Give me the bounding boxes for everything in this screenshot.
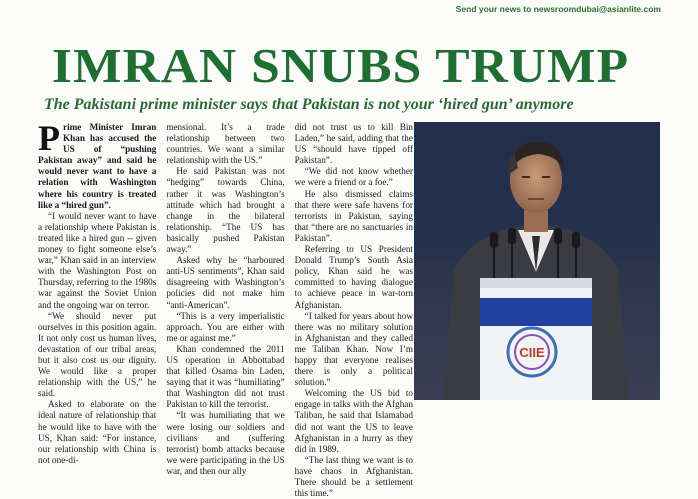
paragraph: “I would never want to have a relationship where Pakistan is treated like a hired gun -- given money to fight someone else’s war,” Khan said in an interview with the Washington Post on Thursday, referring to the 1980s war against the Soviet Union and the ongoing war on terror. bbox=[38, 210, 157, 310]
article-column-1 bbox=[38, 118, 157, 465]
contact-line: Send your news to newsroomdubai@asianlite.com bbox=[455, 4, 661, 14]
article-column-2 bbox=[166, 122, 285, 476]
subheadline: The Pakistani prime minister says that Pakistan is not your ‘hired gun’ anymore bbox=[44, 96, 574, 113]
paragraph: Welcoming the US bid to engage in talks with the Afghan Taliban, he said that Islamabad did not want the US to leave Afghanistan in a hurry as they did in 1989. bbox=[294, 388, 413, 454]
article-column-3 bbox=[294, 122, 413, 499]
paragraph: “The last thing we want is to have chaos in Afghanistan. There should be a settlement this time.” bbox=[294, 454, 413, 499]
article-body bbox=[38, 118, 413, 499]
paragraph: Asked to elaborate on the ideal nature of relationship that he would like to have with the US, Khan said: “For instance, our relationship with China is not one-di- bbox=[38, 399, 157, 465]
paragraph: “It was humiliating that we were losing our soldiers and civilians and (suffering terrorist) bomb attacks because we were participating in the US war, and then our ally bbox=[166, 410, 285, 476]
paragraph: Referring to US President Donald Trump’s South Asia policy, Khan said he was committed to having dialogue to achieve peace in war-torn Afghanistan. bbox=[294, 244, 413, 310]
paragraph: mensional. It’s a trade relationship between two countries. We want a similar relationship with the US.” bbox=[166, 122, 285, 166]
news-photo bbox=[414, 122, 660, 400]
paragraph: “We did not know whether we were a friend or a foe.” bbox=[294, 166, 413, 188]
paragraph: “We should never put ourselves in this position again. It not only cost us human lives, devastation of our tribal areas, but it also cost us our dignity. We would like a proper relationship with the US,” he said. bbox=[38, 310, 157, 399]
paragraph: He also dismissed claims that there were safe havens for terrorists in Pakistan, saying that “there are no sanctuaries in Pakistan”. bbox=[294, 188, 413, 243]
paragraph: Asked why he “harboured anti-US sentiments”, Khan said disagreeing with Washington’s policies did not make him “anti-American”. bbox=[166, 255, 285, 310]
paragraph: “I talked for years about how there was no military solution in Afghanistan and they called me Taliban Khan. Now I’m happy that everyone realises there is only a political solution.” bbox=[294, 310, 413, 388]
lead-text: rime Minister Imran Khan has accused the US of “pushing Pakistan away” and said he would never want to have a relation with Washington where his country is treated like a “hired gun”. bbox=[38, 122, 157, 210]
paragraph: did not trust us to kill Bin Laden,” he said, adding that the US “should have tipped off Pakistan”. bbox=[294, 122, 413, 166]
paragraph: Khan condemned the 2011 US operation in Abbottabad that killed Osama bin Laden, saying that it was “humiliating” that Washington did not trust Pakistan to kill the terrorist. bbox=[166, 343, 285, 410]
podium-logo: CIIE bbox=[519, 345, 545, 360]
article-lead bbox=[38, 118, 157, 211]
photo-illustration bbox=[414, 122, 660, 400]
paragraph: “This is a very imperialistic approach. You are either with me or against me.” bbox=[166, 310, 285, 343]
drop-cap: P bbox=[38, 118, 60, 158]
paragraph: He said Pakistan was not “hedging” towards China, rather it was Washington’s attitude which had brought a change in the bilateral relationship. “The US has basically pushed Pakistan away.” bbox=[166, 166, 285, 255]
headline: IMRAN SNUBS TRUMP bbox=[51, 38, 630, 93]
